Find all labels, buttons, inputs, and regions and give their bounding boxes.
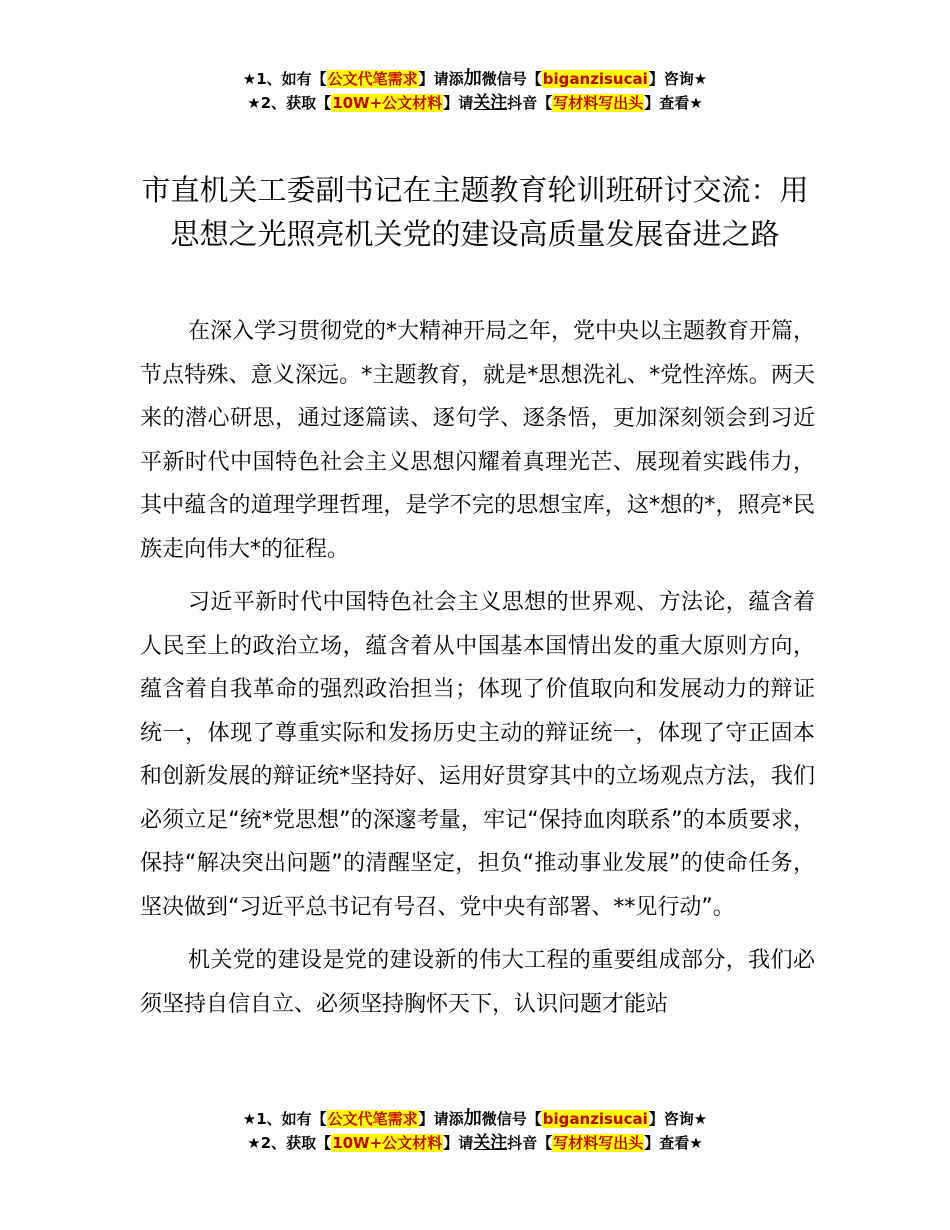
banner-underlined: 关注 xyxy=(473,93,508,113)
header-banner xyxy=(0,67,950,115)
banner-text: 】请添 xyxy=(418,70,464,88)
banner-text: 抖音【 xyxy=(507,1134,553,1152)
banner-text: 】请添 xyxy=(418,1110,464,1128)
banner-line-2 xyxy=(0,91,950,115)
banner-text: 微信号【 xyxy=(481,1110,542,1128)
banner-text: 】查看★ xyxy=(644,94,703,112)
banner-text: 】请 xyxy=(443,1134,474,1152)
banner-text: 微信号【 xyxy=(481,70,542,88)
banner-text: ★2、获取【 xyxy=(247,1134,332,1152)
banner-text: 加 xyxy=(463,68,482,89)
banner-text: 】咨询★ xyxy=(648,1110,708,1128)
paragraph: 在深入学习贯彻党的*大精神开局之年，党中央以主题教育开篇，节点特殊、意义深远。*主题教育，就是*思想洗礼、*党性淬炼。两天来的潜心研思，通过逐篇读、逐句学、逐条悟，更加深刻领会到习近平新时代中国特色社会主义思想闪耀着真理光芒、展现着实践伟力，其中蕴含的道理学理哲理，是学不完的思想宝库，这*想的*，照亮*民族走向伟大*的征程。 xyxy=(140,319,816,562)
banner-text: 加 xyxy=(463,1108,482,1129)
banner-highlight: 写材料写出头 xyxy=(553,1134,644,1152)
banner-text: 抖音【 xyxy=(507,94,553,112)
banner-text: ★1、如有【 xyxy=(242,70,327,88)
paragraph: 机关党的建设是党的建设新的伟大工程的重要组成部分，我们必须坚持自信自立、必须坚持胸怀天下，认识问题才能站 xyxy=(140,948,815,1017)
banner-highlight: 10W+公文材料 xyxy=(332,94,443,112)
banner-text: 】查看★ xyxy=(644,1134,703,1152)
document-title: 市直机关工委副书记在主题教育轮训班研讨交流：用思想之光照亮机关党的建设高质量发展奋进之路 xyxy=(141,173,809,251)
banner-line-2 xyxy=(0,1131,950,1155)
banner-text: ★1、如有【 xyxy=(242,1110,327,1128)
banner-highlight: 公文代笔需求 xyxy=(327,1110,418,1128)
paragraph: 习近平新时代中国特色社会主义思想的世界观、方法论，蕴含着人民至上的政治立场，蕴含着从中国基本国情出发的重大原则方向，蕴含着自我革命的强烈政治担当；体现了价值取向和发展动力的辩证统一，体现了尊重实际和发扬历史主动的辩证统一，体现了守正固本和创新发展的辩证统*坚持好、运用好贯穿其中的立场观点方法，我们必须立足“统*党思想”的深邃考量，牢记“保持血肉联系”的本质要求，保持“解决突出问题”的清醒坚定，担负“推动事业发展”的使命任务，坚决做到“习近平总书记有号召、党中央有部署、**见行动”。 xyxy=(140,590,815,920)
footer-banner xyxy=(0,1107,950,1155)
banner-highlight: 公文代笔需求 xyxy=(327,70,418,88)
banner-underlined: 关注 xyxy=(473,1133,508,1153)
banner-line-1 xyxy=(0,67,950,91)
banner-text: 】请 xyxy=(443,94,474,112)
banner-highlight: biganzisucai xyxy=(542,1110,648,1128)
banner-highlight: 10W+公文材料 xyxy=(332,1134,443,1152)
banner-text: 】咨询★ xyxy=(648,70,708,88)
document-body xyxy=(140,310,815,1036)
banner-text: ★2、获取【 xyxy=(247,94,332,112)
banner-line-1 xyxy=(0,1107,950,1131)
banner-highlight: biganzisucai xyxy=(542,70,648,88)
banner-highlight: 写材料写出头 xyxy=(553,94,644,112)
